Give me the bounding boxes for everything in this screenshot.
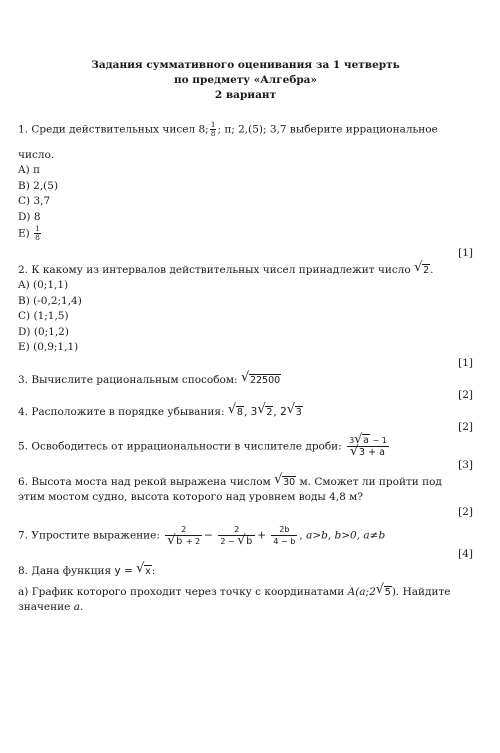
q1-option: B) 2,(5): [18, 179, 59, 192]
q4-sqrt-3: [286, 401, 303, 420]
q2-option: D) (0;1,2): [18, 325, 69, 338]
q7-conditions: a>b, b>0, a≠b: [306, 529, 386, 541]
q7-line: 7. Упростите выражение: 2 √ b + 2 − 2 2 − √ b + $\frac{2b}{4 - b}$ , a>b, b>0, a≠b: [18, 524, 386, 548]
document-header: [18, 58, 473, 103]
q7-text: 7. Упростите выражение:: [18, 529, 160, 541]
q7-f3-den: 4 − b: [273, 536, 296, 546]
q2-radicand: 2: [423, 265, 430, 276]
q1-opt-e-num: 1: [35, 224, 40, 233]
radical-icon: √: [167, 532, 176, 548]
q8-point-tail: ). Найдите: [391, 585, 451, 598]
q7-f2-den: [218, 532, 255, 548]
q1-text-a: 1. Среди действительных чисел 8;: [18, 123, 209, 136]
q8-part-a2-var: a.: [73, 600, 84, 613]
q7-f1-num: 2: [165, 524, 202, 536]
q6-text-a: 6. Высота моста над рекой выражена числом: [18, 475, 271, 488]
q5-den-sqrt: [350, 443, 386, 459]
q8-func-radicand: x: [145, 565, 151, 577]
q8-part-a1: а) График которого проходит через точку с координатами: [18, 585, 345, 598]
q7-points: [4]: [458, 547, 473, 560]
q4-line: 4. Расположите в порядке убывания: √ 8, 3 √ 2, 2 √ 3: [18, 401, 302, 418]
question-1: [18, 121, 473, 261]
q8-point-radicand: 5: [384, 586, 391, 598]
q1-option: D) 8: [18, 210, 41, 223]
q5-num-coef: 3: [349, 435, 355, 445]
q8-point-sqrt: [375, 581, 392, 600]
q8-line-3: [18, 600, 473, 615]
q7-f3-num: 2b: [271, 524, 297, 536]
q5-den-radicand: 3 + a: [359, 446, 385, 458]
q5-text: 5. Освободитесь от иррациональности в числителе дроби:: [18, 440, 342, 452]
q4-sqrt-2: [257, 401, 273, 420]
q1-frac-num: 1: [210, 120, 216, 129]
q5-points: [3]: [458, 458, 473, 471]
question-4: [18, 401, 473, 435]
header-line-3: 2 вариант: [214, 89, 277, 101]
q5-line: [18, 431, 473, 459]
question-8: [18, 560, 473, 615]
question-2: [18, 260, 473, 371]
q7-fraction-3: [271, 524, 297, 547]
q8-func-sqrt: [136, 560, 152, 579]
q3-sqrt: [240, 369, 281, 388]
q7-f1-den: [165, 532, 202, 548]
q8-point-head: A(a;2: [347, 585, 376, 598]
q1-opt-e-den: 8: [35, 233, 40, 242]
radical-icon: √: [136, 560, 145, 576]
radical-icon: √: [286, 401, 296, 417]
q6-sqrt: [274, 471, 296, 490]
q2-option: B) (-0,2;1,4): [18, 294, 82, 307]
q8-part-a2: значение: [18, 600, 71, 613]
radical-icon: √: [375, 581, 385, 597]
q4-radicand-2: 2: [266, 406, 273, 418]
q4-points: [2]: [458, 420, 473, 433]
radical-icon: √: [240, 369, 250, 385]
q7-f1-radicand: b: [176, 535, 183, 547]
q3-radicand: 22500: [249, 374, 281, 386]
q2-option: E) (0,9;1,1): [18, 341, 79, 353]
q4-radicand-3: 3: [295, 406, 302, 418]
q1-line: [18, 121, 473, 138]
q1-text-c: число.: [18, 149, 55, 161]
radical-icon: √: [414, 260, 423, 275]
q7-fraction-1: [165, 524, 202, 547]
q1-option: C) 3,7: [18, 195, 51, 207]
question-7: [18, 524, 473, 562]
question-3: [18, 369, 473, 403]
radical-icon: √: [350, 443, 359, 459]
q4-radicand-1: 8: [236, 406, 243, 418]
q8-line-2: [18, 581, 473, 600]
q7-f2-num: 2: [218, 524, 255, 536]
q7-fraction-2: [218, 524, 255, 547]
q2-option: A) (0;1,1): [18, 279, 69, 291]
radical-icon: √: [354, 431, 363, 447]
q2-option: C) (1;1,5): [18, 310, 69, 322]
q2-text: 2. К какому из интервалов действительных чисел принадлежит число: [18, 264, 411, 276]
q1-fraction: [210, 121, 217, 138]
q1-points: [1]: [458, 247, 473, 259]
radical-icon: √: [274, 471, 283, 487]
q3-line: [18, 369, 473, 388]
q8-line-1: 8. Дана функция y = √ x:: [18, 560, 156, 577]
q1-option: A) π: [18, 164, 40, 176]
q1-option-e-fraction: [34, 225, 41, 242]
q6-text-c: этим мостом судно, высота которого над уровнем воды 4,8 м?: [18, 490, 363, 503]
q2-line: 2. К какому из интервалов действительных чисел принадлежит число √ 2.: [18, 260, 434, 276]
q1-text-b: ; π; 2,(5); 3,7 выберите иррациональное: [217, 123, 438, 136]
radical-icon: √: [237, 532, 246, 548]
q5-denominator: [347, 443, 389, 459]
q8-func-head: y =: [114, 564, 133, 577]
header-line-1: Задания суммативного оценивания за 1 четверть: [91, 59, 400, 71]
q7-f2-den-head: 2 −: [220, 536, 238, 546]
q1-frac-den: 8: [210, 129, 216, 138]
q8-text: 8. Дана функция: [18, 564, 112, 577]
q5-num-radicand: a: [363, 434, 369, 446]
q7-f2-sqrt: [237, 532, 253, 548]
q1-option-e: [18, 225, 473, 242]
document: [18, 58, 473, 615]
radical-icon: √: [257, 401, 266, 417]
q5-fraction: [347, 431, 389, 459]
q6-points: [2]: [458, 505, 473, 518]
q4-sqrt-1: [227, 401, 244, 420]
q4-coef-2: 3: [250, 405, 258, 418]
question-5: [18, 431, 473, 473]
q7-f1-sqrt: [167, 532, 183, 548]
header-line-2: по предмету «Алгебра»: [173, 74, 318, 86]
q7-f1-den-tail: + 2: [183, 536, 201, 546]
question-6: [18, 471, 473, 520]
q6-radicand: 30: [283, 476, 296, 488]
q3-text: 3. Вычислите рациональным способом:: [18, 373, 238, 386]
q3-points: [2]: [458, 388, 473, 401]
q6-line-1: [18, 471, 473, 490]
radical-icon: √: [227, 401, 237, 417]
q2-sqrt: [414, 260, 430, 278]
q4-coef-3: 2: [280, 405, 287, 418]
q7-f2-radicand: b: [246, 535, 253, 547]
q4-text: 4. Расположите в порядке убывания:: [18, 405, 225, 418]
q2-points: [1]: [458, 356, 473, 369]
q1-option-e-label: E): [18, 227, 30, 240]
q5-num-tail: − 1: [370, 435, 387, 445]
q6-text-b: м. Сможет ли пройти под: [299, 475, 442, 488]
